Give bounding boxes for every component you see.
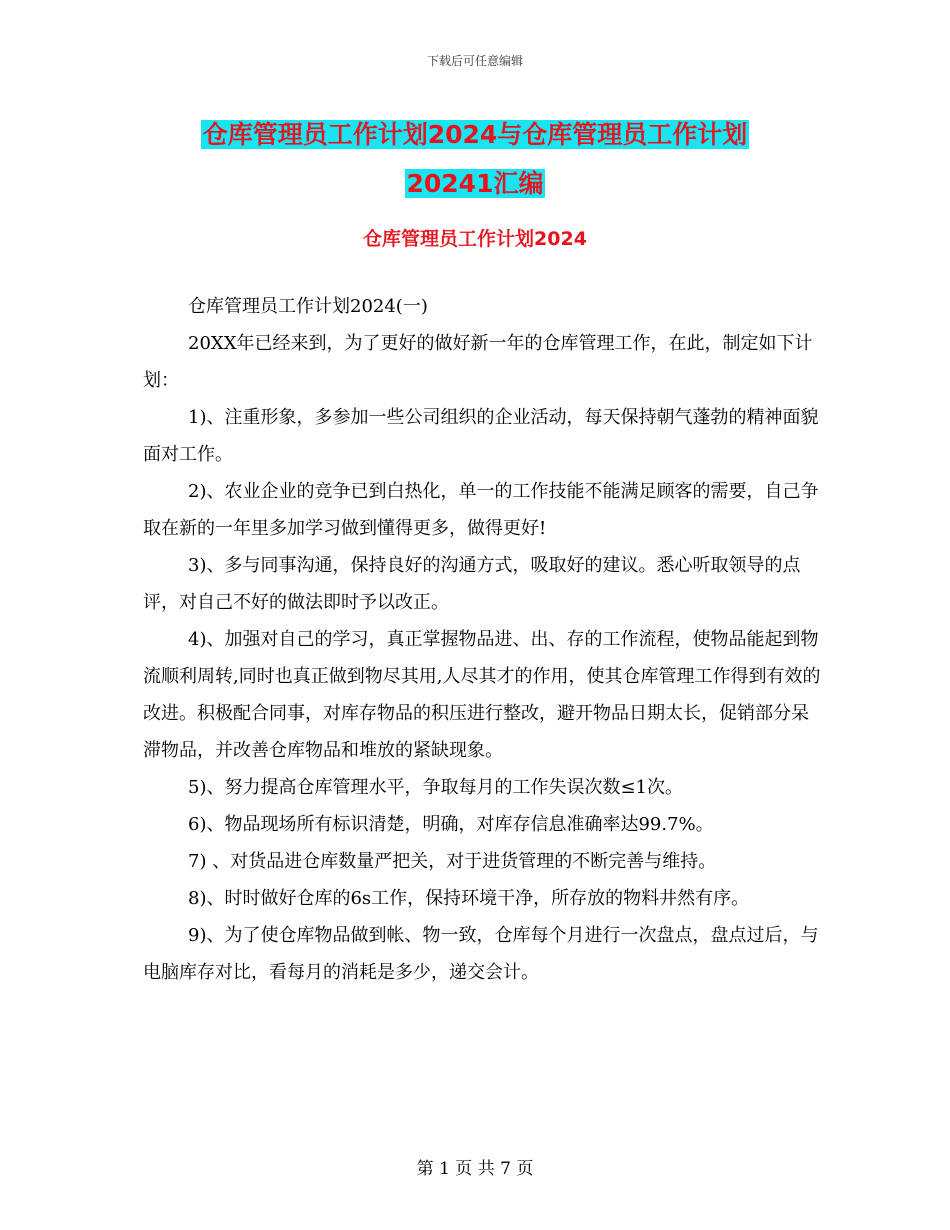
document-title bbox=[0, 110, 950, 208]
document-body bbox=[143, 288, 823, 991]
paragraph: 4)、加强对自己的学习，真正掌握物品进、出、存的工作流程，使物品能起到物流顺利周转,同时也真正做到物尽其用,人尽其才的作用，使其仓库管理工作得到有效的改进。积极配合同事，对库存物品的积压进行整改，避开物品日期太长，促销部分呆滞物品，并改善仓库物品和堆放的紧缺现象。 bbox=[143, 629, 821, 761]
title-line-1: 仓库管理员工作计划2024与仓库管理员工作计划 bbox=[202, 120, 748, 149]
paragraph: 7) 、对货品进仓库数量严把关，对于进货管理的不断完善与维持。 bbox=[188, 851, 717, 872]
paragraph: 9)、为了使仓库物品做到帐、物一致，仓库每个月进行一次盘点，盘点过后，与电脑库存对比，看每月的消耗是多少，递交会计。 bbox=[143, 925, 819, 983]
paragraph: 3)、多与同事沟通，保持良好的沟通方式，吸取好的建议。悉心听取领导的点评，对自己不好的做法即时予以改正。 bbox=[143, 555, 801, 613]
section-title: 仓库管理员工作计划2024 bbox=[363, 228, 587, 250]
paragraph: 8)、时时做好仓库的6s工作，保持环境干净，所存放的物料井然有序。 bbox=[188, 888, 750, 909]
header-note: 下载后可任意编辑 bbox=[426, 54, 523, 68]
paragraph: 2)、农业企业的竞争已到白热化，单一的工作技能不能满足顾客的需要，自己争取在新的一年里多加学习做到懂得更多，做得更好! bbox=[143, 481, 819, 539]
title-line-2: 20241汇编 bbox=[406, 169, 544, 198]
paragraph: 1)、注重形象，多参加一些公司组织的企业活动，每天保持朝气蓬勃的精神面貌面对工作。 bbox=[143, 407, 819, 465]
page-footer: 第 1 页 共 7 页 bbox=[416, 1159, 534, 1179]
paragraph: 仓库管理员工作计划2024(一) bbox=[188, 296, 428, 317]
paragraph: 6)、物品现场所有标识清楚，明确，对库存信息准确率达99.7%。 bbox=[188, 814, 714, 835]
paragraph: 20XX年已经来到，为了更好的做好新一年的仓库管理工作，在此，制定如下计划： bbox=[143, 333, 813, 391]
paragraph: 5)、努力提高仓库管理水平，争取每月的工作失误次数≤1次。 bbox=[188, 777, 684, 798]
